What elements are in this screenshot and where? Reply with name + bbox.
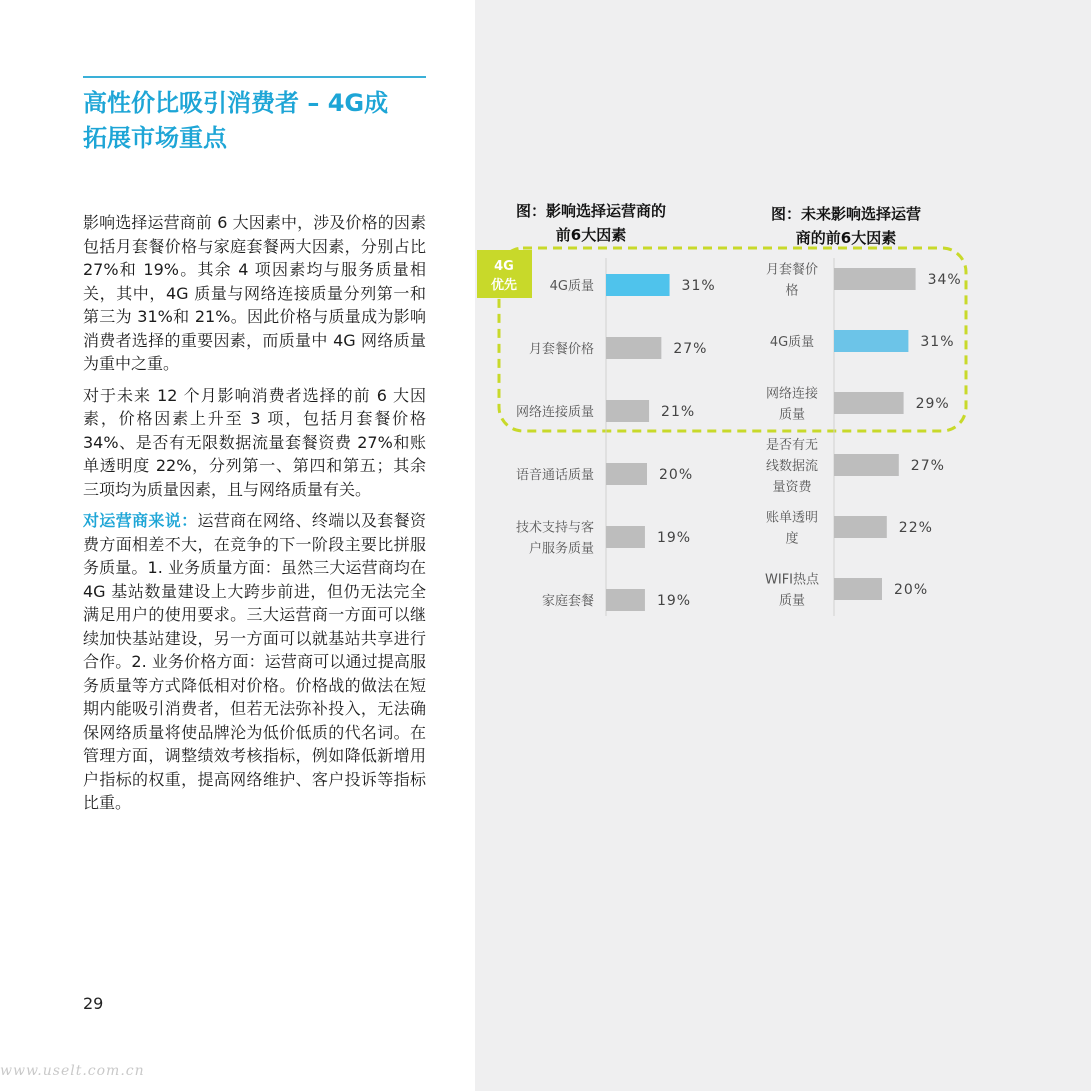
bar-1	[834, 330, 908, 352]
category-label-0-1: 格	[785, 283, 799, 299]
operator-label: 对运营商来说：	[83, 511, 198, 530]
value-label-5: 19%	[656, 593, 692, 609]
page-number: 29	[83, 994, 104, 1013]
bar-1	[606, 337, 661, 359]
priority-badge-line1: 4G	[494, 259, 514, 274]
category-label-4-0: 账单透明	[765, 510, 819, 526]
category-label-0-0: 月套餐价	[765, 262, 819, 278]
paragraph-3-text: 运营商在网络、终端以及套餐资费方面相差不大，在竞争的下一阶段主要比拼服务质量。1. 业务质量方面：虽然三大运营商均在 4G 基站数量建设上大跨步前进，但仍无法完全满足用户的使用要求。三大运营商一方面可以继续加快基站建设，另一方面可以就基站共享进行合作。2. 业务价格方面：运营商可以通过提高服务质量等方式降低相对价格。价格战的做法在短期内能吸引消费者，但若无法弥补投入，无法确保网络质量将使品牌沦为低价低质的代名词。在管理方面，调整绩效考核指标，例如降低新增用户指标的权重，提高网络维护、客户投诉等指标比重。	[83, 511, 426, 812]
value-label-0: 31%	[681, 278, 716, 294]
category-label-5-0: 家庭套餐	[541, 594, 594, 609]
category-label-2-0: 网络连接	[765, 386, 819, 402]
value-label-0: 34%	[927, 272, 962, 288]
value-label-4: 22%	[898, 520, 933, 536]
category-label-4-1: 户服务质量	[528, 541, 594, 557]
bar-4	[606, 526, 645, 548]
watermark: www.uselt.com.cn	[0, 1063, 145, 1079]
category-label-1-0: 月套餐价格	[528, 342, 594, 357]
category-label-3-0: 是否有无	[765, 438, 819, 453]
category-label-4-0: 技术支持与客	[515, 520, 594, 536]
value-label-5: 20%	[894, 582, 929, 598]
bar-5	[834, 578, 882, 600]
bar-0	[606, 274, 670, 296]
bar-2	[606, 400, 649, 422]
bar-3	[606, 463, 647, 485]
chart-current-factors	[516, 202, 716, 616]
category-label-5-0: WIFI热点	[765, 572, 819, 588]
chart-title-line2: 商的前6大因素	[795, 229, 897, 247]
category-label-3-0: 语音通话质量	[515, 468, 594, 483]
page-title-line2: 拓展市场重点	[83, 124, 227, 152]
chart-title-line1: 图：未来影响选择运营	[770, 205, 922, 223]
page-title-line1: 高性价比吸引消费者 – 4G成	[83, 89, 389, 117]
bar-5	[606, 589, 645, 611]
chart-title-line1: 图：影响选择运营商的	[515, 202, 667, 220]
category-label-1-0: 4G质量	[769, 335, 815, 350]
category-label-3-1: 线数据流	[765, 459, 819, 474]
value-label-2: 21%	[661, 404, 696, 420]
category-label-0-0: 4G质量	[549, 279, 594, 294]
value-label-1: 31%	[920, 334, 955, 350]
chart-title-line2: 前6大因素	[555, 226, 627, 244]
value-label-2: 29%	[915, 396, 950, 412]
bar-2	[834, 392, 904, 414]
bar-0	[834, 268, 916, 290]
value-label-4: 19%	[656, 530, 692, 546]
bar-4	[834, 516, 887, 538]
category-label-3-2: 量资费	[772, 480, 812, 495]
value-label-1: 27%	[673, 341, 708, 357]
value-label-3: 20%	[659, 467, 694, 483]
priority-badge-line2: 优先	[490, 278, 518, 293]
category-label-4-1: 度	[785, 531, 799, 547]
chart-future-factors	[765, 205, 962, 616]
category-label-2-0: 网络连接质量	[515, 405, 594, 420]
value-label-3: 27%	[910, 458, 945, 474]
bar-3	[834, 454, 899, 476]
paragraph-1: 影响选择运营商前 6 大因素中，涉及价格的因素包括月套餐价格与家庭套餐两大因素，分别占比 27%和 19%。其余 4 项因素均与服务质量相关，其中，4G 质量与网络连接质量分列第一和第三为 31%和 21%。因此价格与质量成为影响消费者选择的重要因素，而质量中 4G 网络质量为重中之重。	[83, 213, 426, 373]
paragraph-2: 对于未来 12 个月影响消费者选择的前 6 大因素，价格因素上升至 3 项，包括月套餐价格 34%、是否有无限数据流量套餐资费 27%和账单透明度 22%，分列第一、第四和第五；其余三项均为质量因素，且与网络质量有关。	[83, 385, 426, 499]
category-label-5-1: 质量	[778, 593, 806, 609]
category-label-2-1: 质量	[778, 407, 806, 423]
